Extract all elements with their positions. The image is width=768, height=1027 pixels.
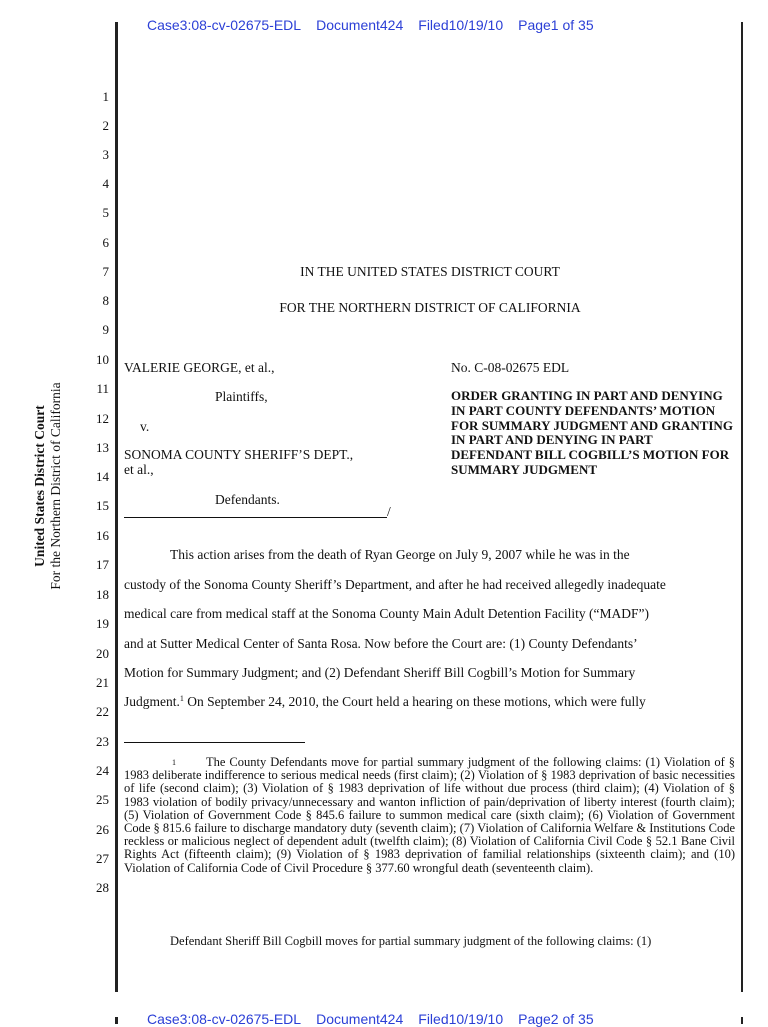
line-number: 20 — [96, 646, 109, 661]
body-text: Judgment. — [124, 694, 180, 709]
defendant-name: SONOMA COUNTY SHERIFF’S DEPT., — [124, 447, 354, 462]
line-number: 5 — [102, 205, 109, 220]
caption-underline — [124, 517, 387, 518]
body-line: medical care from medical staff at the Sonoma County Main Adult Detention Facility (“MADF”) — [124, 606, 649, 621]
sidebar-district: For the Northern District of California — [48, 382, 63, 590]
line-number: 16 — [96, 528, 109, 543]
line-number: 27 — [96, 851, 109, 866]
plaintiff-name: VALERIE GEORGE, et al., — [124, 360, 275, 375]
right-margin-rule — [741, 22, 743, 992]
footnote-continued: Defendant Sheriff Bill Cogbill moves for partial summary judgment of the following claims: (1) — [170, 934, 652, 948]
line-number: 1 — [102, 89, 109, 104]
line-number: 9 — [102, 322, 109, 337]
body-line: Motion for Summary Judgment; and (2) Defendant Sheriff Bill Cogbill’s Motion for Summary — [124, 665, 636, 680]
footnote — [124, 756, 735, 875]
right-margin-rule-next-page — [741, 1017, 743, 1024]
court-title: IN THE UNITED STATES DISTRICT COURT — [300, 264, 560, 279]
footnote-reference: 1 — [179, 694, 184, 703]
body-text: On September 24, 2010, the Court held a hearing on these motions, which were fully — [183, 694, 646, 709]
line-number: 24 — [96, 763, 109, 778]
document-header — [147, 17, 609, 33]
line-number: 25 — [96, 792, 109, 807]
line-number: 12 — [96, 411, 109, 426]
filed-date: Filed10/19/10 — [418, 17, 504, 33]
line-number: 21 — [96, 675, 109, 690]
case-number: Case3:08-cv-02675-EDL — [147, 1011, 302, 1027]
left-margin-rule — [115, 22, 118, 992]
case-number-caption: No. C-08-02675 EDL — [451, 360, 570, 375]
court-district: FOR THE NORTHERN DISTRICT OF CALIFORNIA — [279, 300, 581, 315]
line-number: 15 — [96, 498, 109, 513]
versus: v. — [140, 419, 150, 434]
page-indicator: Page1 of 35 — [518, 17, 594, 33]
next-page-header — [147, 1011, 609, 1027]
body-line: This action arises from the death of Ryan George on July 9, 2007 while he was in the — [170, 547, 630, 562]
filed-date: Filed10/19/10 — [418, 1011, 504, 1027]
line-number: 4 — [102, 176, 109, 191]
line-number: 26 — [96, 822, 109, 837]
line-number: 7 — [102, 264, 109, 279]
sidebar-court-name: United States District Court — [32, 405, 47, 567]
body-line-footnote-ref — [124, 694, 732, 710]
page-indicator: Page2 of 35 — [518, 1011, 594, 1027]
document-number: Document424 — [316, 17, 404, 33]
line-number: 13 — [96, 440, 109, 455]
footnote-separator — [124, 742, 305, 743]
line-number: 22 — [96, 704, 109, 719]
caption-slash: / — [387, 504, 391, 519]
defendant-et-al: et al., — [124, 462, 154, 477]
line-number: 6 — [102, 235, 109, 250]
body-line: custody of the Sonoma County Sheriff’s Department, and after he had received allegedly inadequate — [124, 577, 666, 592]
line-number: 19 — [96, 616, 109, 631]
line-number: 28 — [96, 880, 109, 895]
defendants-label: Defendants. — [215, 492, 280, 507]
case-number: Case3:08-cv-02675-EDL — [147, 17, 302, 33]
plaintiffs-label: Plaintiffs, — [215, 389, 268, 404]
line-number: 14 — [96, 469, 109, 484]
order-title: ORDER GRANTING IN PART AND DENYING IN PART COUNTY DEFENDANTS’ MOTION FOR SUMMARY JUDGMENT AND GRANTING IN PART AND DENYING IN PART DEFENDANT BILL COGBILL’S MOTION FOR SUMMARY JUDGMENT — [451, 388, 733, 477]
footnote-number: 1 — [172, 758, 176, 767]
body-line: and at Sutter Medical Center of Santa Rosa. Now before the Court are: (1) County Defendants’ — [124, 636, 638, 651]
line-number: 10 — [96, 352, 109, 367]
line-number: 11 — [96, 381, 109, 396]
line-number: 23 — [96, 734, 109, 749]
line-number: 2 — [102, 118, 109, 133]
line-number: 17 — [96, 557, 109, 572]
document-number: Document424 — [316, 1011, 404, 1027]
line-number: 8 — [102, 293, 109, 308]
left-margin-rule-next-page — [115, 1017, 118, 1024]
line-number: 3 — [102, 147, 109, 162]
line-number: 18 — [96, 587, 109, 602]
footnote-text: The County Defendants move for partial summary judgment of the following claims: (1) Violation of § 1983 deliberate indifference to serious medical needs (first claim); (2) Violation of § 1983 deprivation of basic necessities of life (second claim); (3) Violation of § 1983 deprivation of life without due process (third claim); (4) Violation of § 1983 violation of bodily privacy/unnecessary and wanton infliction of pain/deprivation of liberty interest (fourth claim); (5) Violation of Government Code § 845.6 failure to summon medical care (sixth claim); (6) Violation of Government Code § 815.6 failure to discharge mandatory duty (seventh claim); (7) Violation of California Welfare & Institutions Code reckless or malicious neglect of dependent adult (twelfth claim); (8) Violation of California Civil Code § 52.1 Bane Civil Rights Act (fifteenth claim); (9) Violation of § 1983 deprivation of familial relationships (sixteenth claim); and (10) Violation of California Code of Civil Procedure § 377.60 wrongful death (seventeenth claim). — [124, 755, 735, 875]
